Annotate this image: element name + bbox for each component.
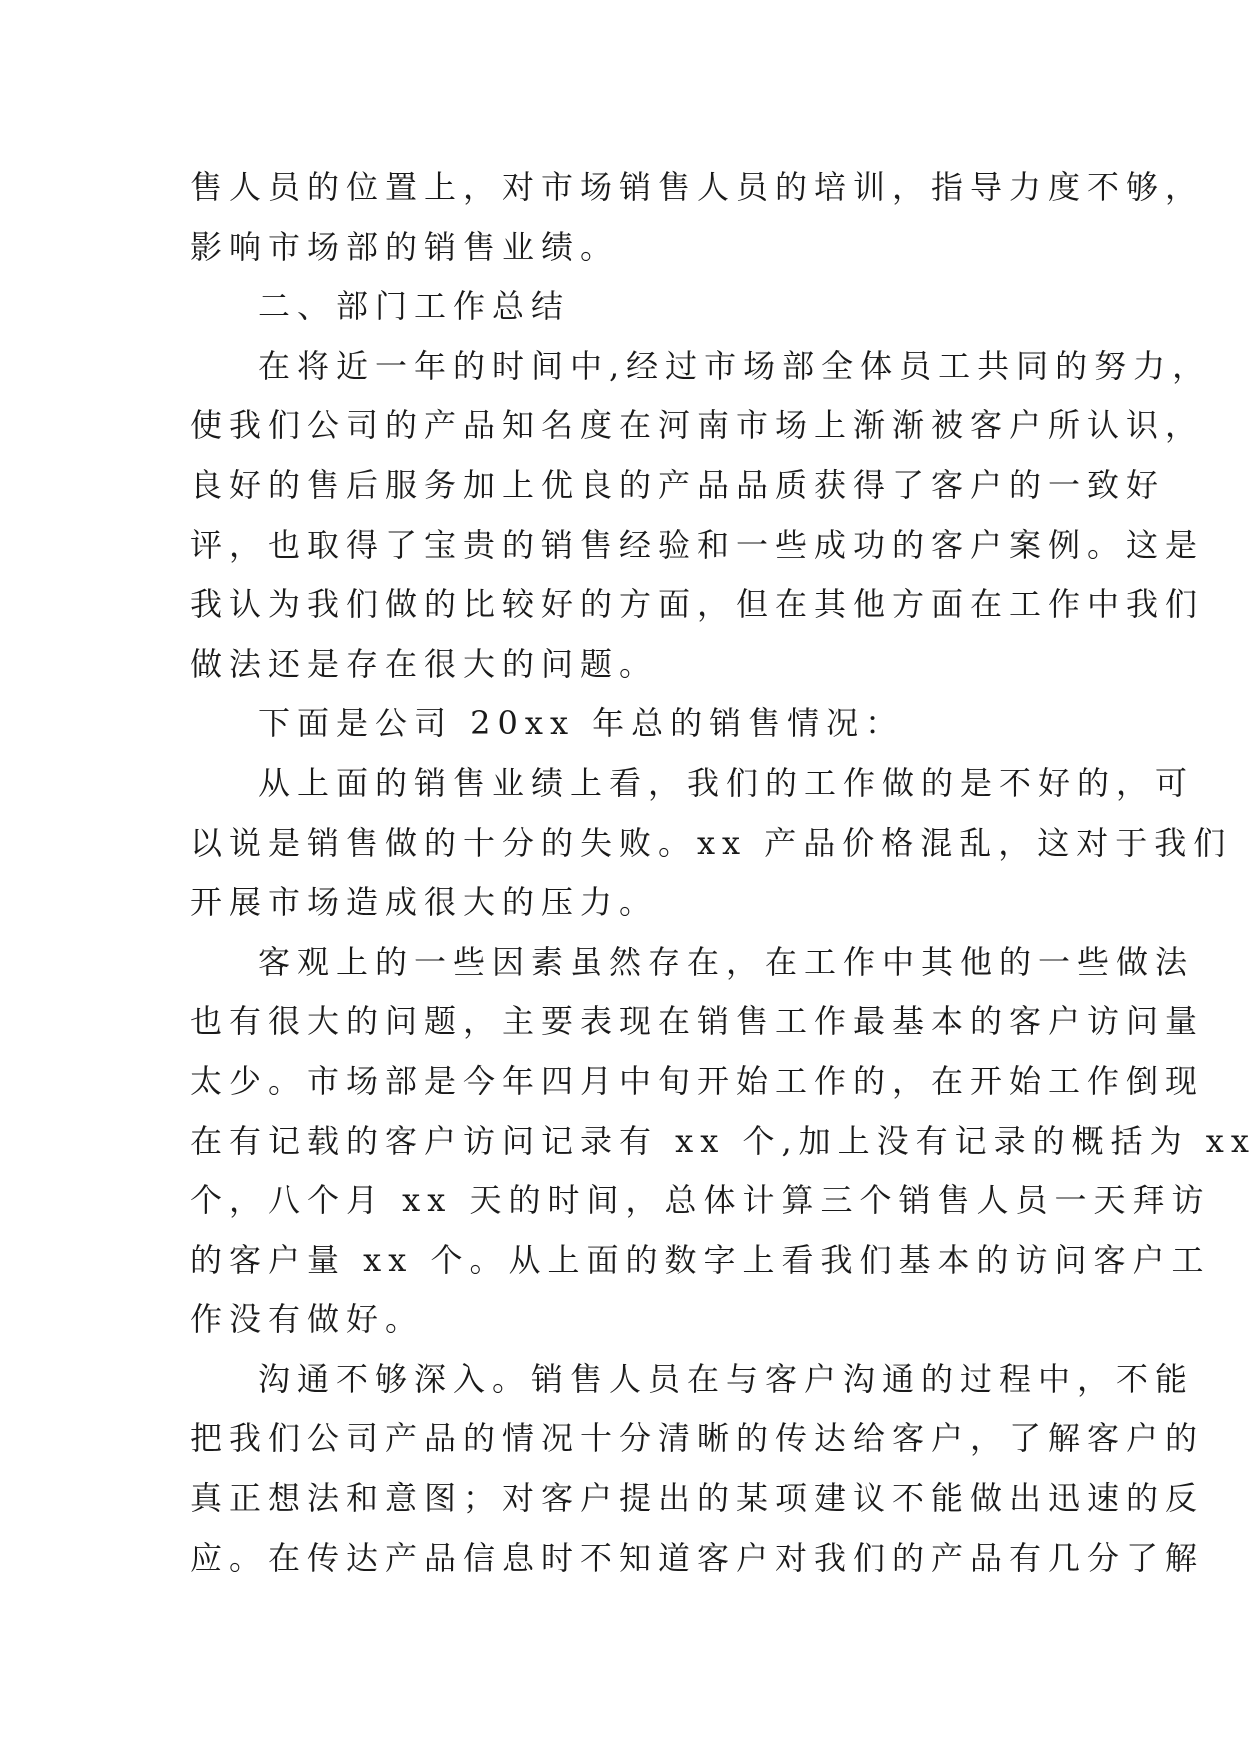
document-body (190, 158, 1256, 1588)
text-line: 也有很大的问题，主要表现在销售工作最基本的客户访问量 (190, 1002, 1205, 1041)
text-line: 的客户量 xx 个。从上面的数字上看我们基本的访问客户工 (190, 1240, 1211, 1279)
text-line: 应。在传达产品信息时不知道客户对我们的产品有几分了解 (190, 1538, 1205, 1577)
text-line: 作没有做好。 (190, 1300, 425, 1339)
text-line: 客观上的一些因素虽然存在，在工作中其他的一些做法 (258, 942, 1195, 981)
text-line: 我认为我们做的比较好的方面，但在其他方面在工作中我们 (190, 585, 1205, 624)
text-line: 开展市场造成很大的压力。 (190, 883, 659, 922)
text-line: 太少。市场部是今年四月中旬开始工作的，在开始工作倒现 (190, 1061, 1205, 1100)
text-line: 售人员的位置上，对市场销售人员的培训，指导力度不够， (190, 168, 1205, 206)
text-line: 下面是公司 20xx 年总的销售情况： (258, 704, 905, 743)
text-line: 以说是销售做的十分的失败。xx 产品价格混乱，这对于我们 (190, 823, 1233, 862)
text-line: 良好的售后服务加上优良的产品品质获得了客户的一致好 (190, 465, 1166, 504)
text-line: 影响市场部的销售业绩。 (190, 227, 620, 266)
text-line: 从上面的销售业绩上看，我们的工作做的是不好的，可 (258, 763, 1195, 802)
text-line: 个，八个月 xx 天的时间，总体计算三个销售人员一天拜访 (190, 1181, 1211, 1220)
text-line: 沟通不够深入。销售人员在与客户沟通的过程中，不能 (258, 1359, 1195, 1398)
text-line: 做法还是存在很大的问题。 (190, 644, 659, 683)
text-line: 使我们公司的产品知名度在河南市场上渐渐被客户所认识， (190, 406, 1205, 445)
text-line: 在有记载的客户访问记录有 xx 个,加上没有记录的概括为 xx (190, 1121, 1256, 1160)
text-line: 在将近一年的时间中,经过市场部全体员工共同的努力， (258, 346, 1212, 385)
text-line: 真正想法和意图；对客户提出的某项建议不能做出迅速的反 (190, 1479, 1205, 1518)
section-heading: 二、部门工作总结 (258, 287, 571, 326)
text-line: 把我们公司产品的情况十分清晰的传达给客户，了解客户的 (190, 1419, 1205, 1458)
text-line: 评，也取得了宝贵的销售经验和一些成功的客户案例。这是 (190, 525, 1205, 564)
